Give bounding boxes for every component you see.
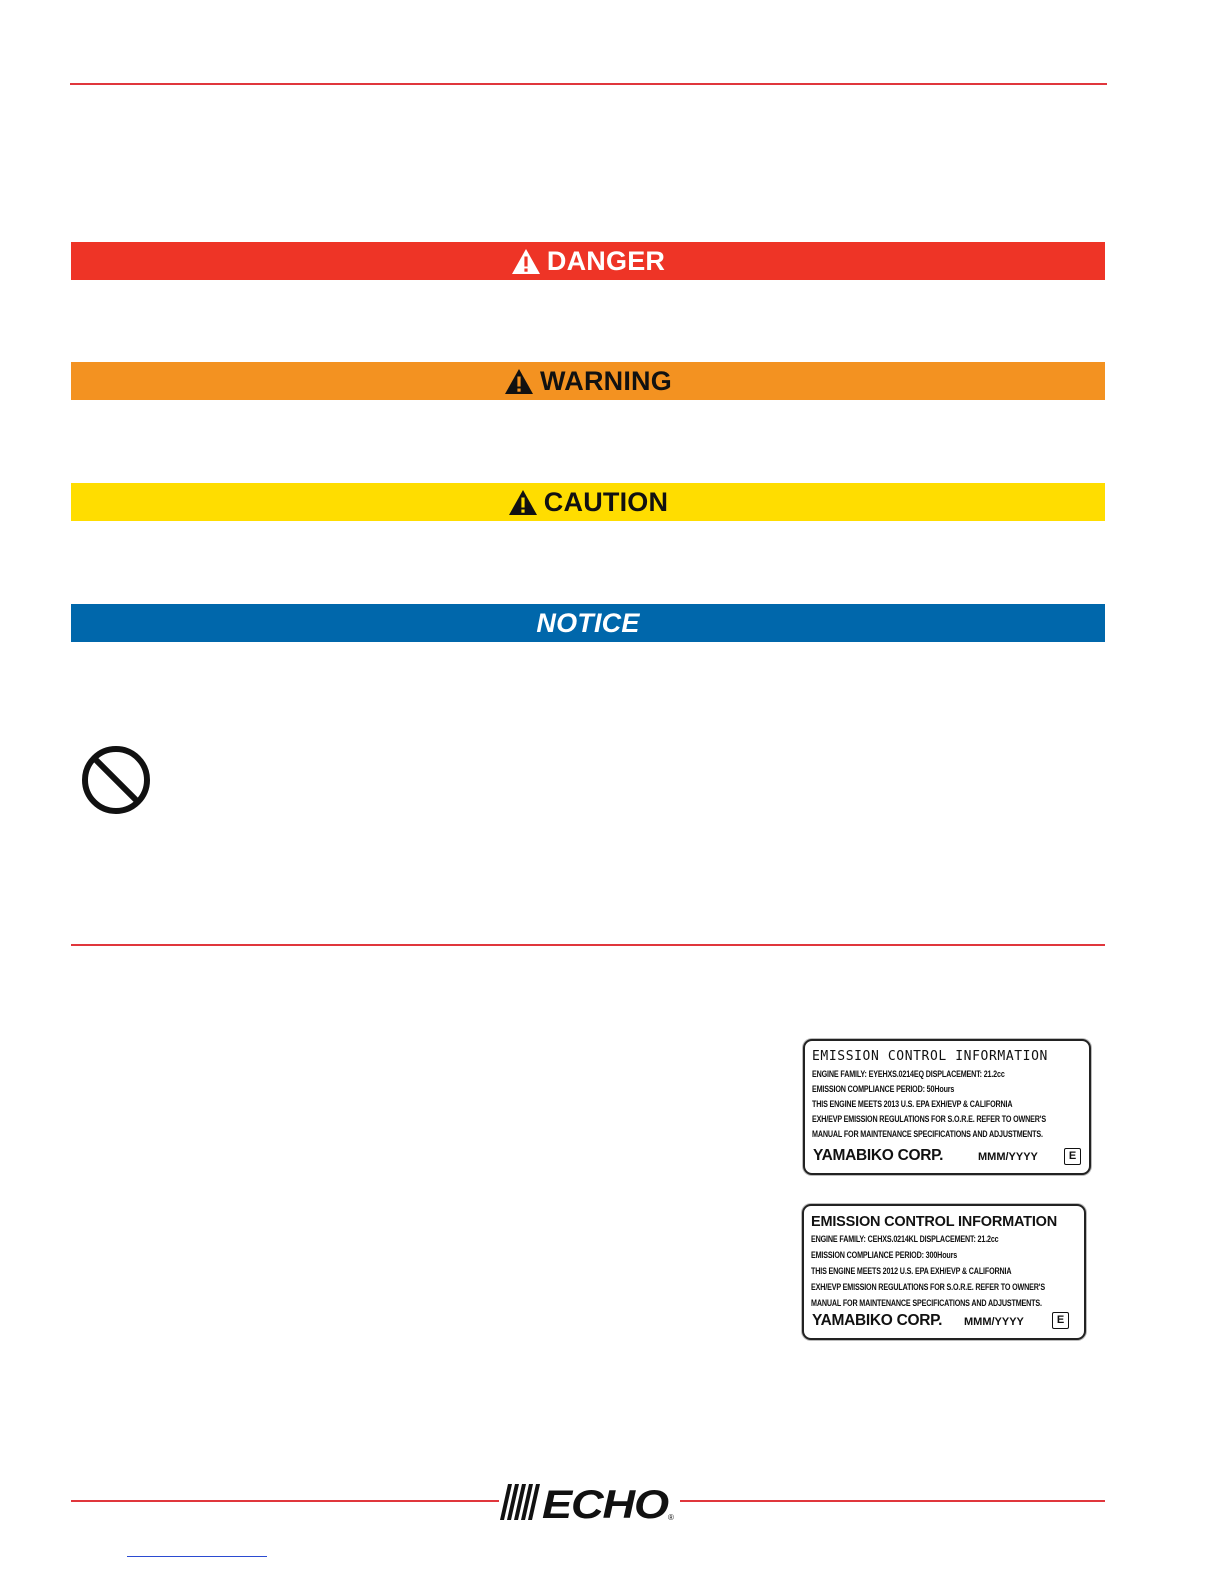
e-mark: E <box>1052 1312 1069 1329</box>
emission-label-line: ENGINE FAMILY: EYEHXS.0214EQ DISPLACEMENT: 21.2cc <box>812 1069 1005 1079</box>
emission-label-line: THIS ENGINE MEETS 2013 U.S. EPA EXH/EVP & CALIFORNIA <box>812 1099 1013 1109</box>
section-rule <box>71 944 1105 946</box>
emission-label-line: MANUAL FOR MAINTENANCE SPECIFICATIONS AND ADJUSTMENTS. <box>812 1129 1043 1139</box>
warning-triangle-icon <box>504 368 534 395</box>
caution-banner <box>71 483 1105 521</box>
notice-banner <box>71 604 1105 642</box>
footer-link-underline[interactable] <box>127 1556 267 1557</box>
registered-mark: ® <box>668 1513 674 1522</box>
prohibited-circle-icon <box>80 744 152 816</box>
emission-label-2012 <box>802 1204 1086 1340</box>
e-mark: E <box>1064 1148 1081 1165</box>
caution-label: CAUTION <box>543 487 669 517</box>
emission-label-line: EMISSION COMPLIANCE PERIOD: 50Hours <box>812 1084 955 1094</box>
emission-label-line: EXH/EVP EMISSION REGULATIONS FOR S.O.R.E. REFER TO OWNER'S <box>811 1282 1045 1292</box>
footer-rule-right <box>680 1500 1105 1502</box>
emission-label-line: MANUAL FOR MAINTENANCE SPECIFICATIONS AND ADJUSTMENTS. <box>811 1298 1042 1308</box>
manufacture-date: MMM/YYYY <box>978 1151 1038 1163</box>
warning-label: WARNING <box>540 366 672 396</box>
echo-logo <box>498 1482 680 1522</box>
warning-triangle-icon <box>511 248 541 275</box>
footer-rule-left <box>71 1500 499 1502</box>
emission-label-line: EXH/EVP EMISSION REGULATIONS FOR S.O.R.E. REFER TO OWNER'S <box>812 1114 1046 1124</box>
emission-label-2013 <box>803 1039 1091 1175</box>
danger-banner <box>71 242 1105 280</box>
warning-banner <box>71 362 1105 400</box>
danger-label: DANGER <box>546 246 666 276</box>
emission-label-title: EMISSION CONTROL INFORMATION <box>812 1049 1048 1064</box>
notice-label: NOTICE <box>536 608 640 638</box>
warning-triangle-icon <box>508 489 538 516</box>
emission-label-title: EMISSION CONTROL INFORMATION <box>811 1214 1057 1230</box>
emission-label-line: EMISSION COMPLIANCE PERIOD: 300Hours <box>811 1250 958 1260</box>
emission-label-line: ENGINE FAMILY: CEHXS.0214KL DISPLACEMENT: 21.2cc <box>811 1234 999 1244</box>
logo-text: ECHO <box>542 1483 669 1522</box>
manufacturer-name: YAMABIKO CORP. <box>813 1147 944 1164</box>
top-rule <box>70 83 1107 85</box>
manufacture-date: MMM/YYYY <box>964 1316 1024 1328</box>
manufacturer-name: YAMABIKO CORP. <box>812 1312 943 1329</box>
emission-label-line: THIS ENGINE MEETS 2012 U.S. EPA EXH/EVP & CALIFORNIA <box>811 1266 1012 1276</box>
